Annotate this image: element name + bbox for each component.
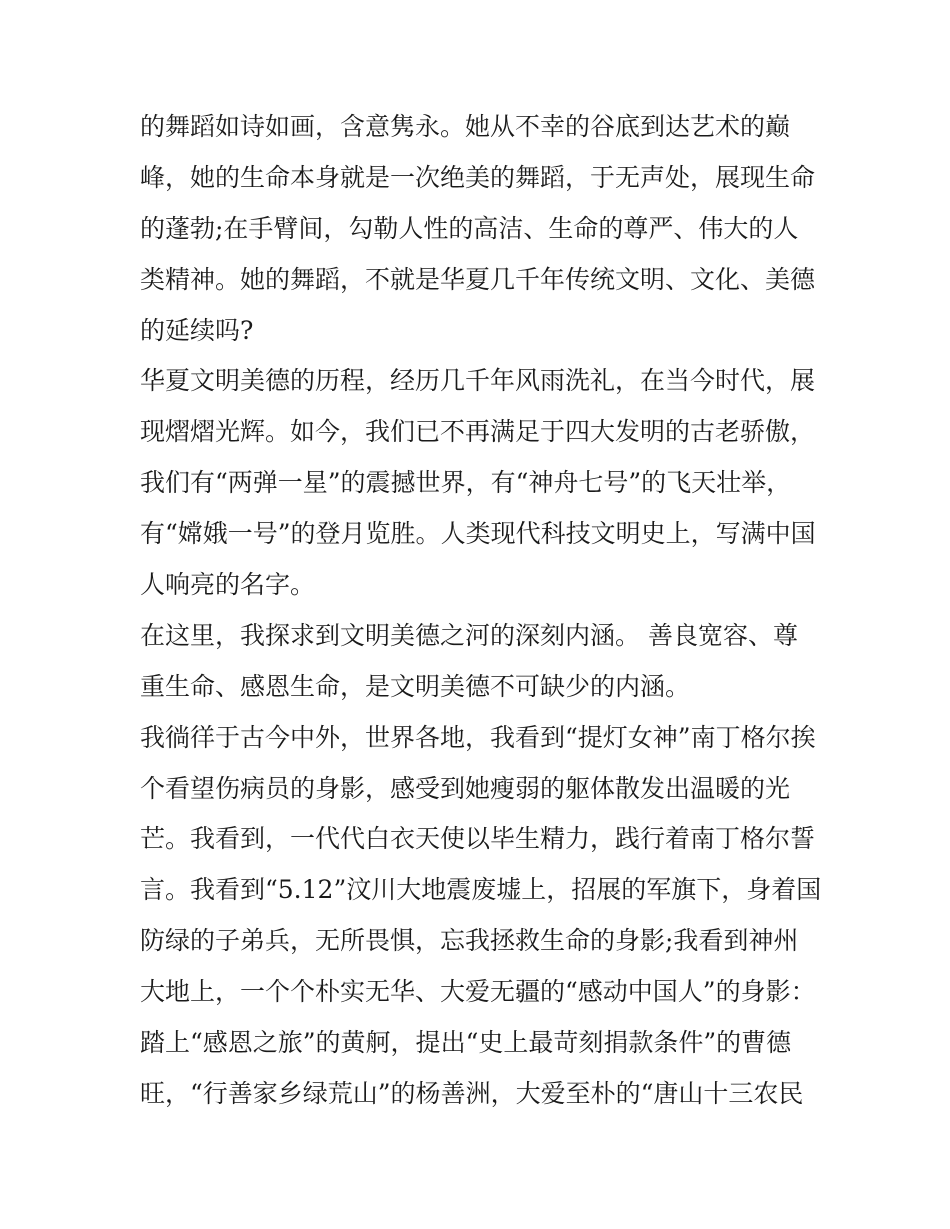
text-line: 踏上“感恩之旅”的黄舸，提出“史上最苛刻捐款条件”的曹德: [140, 1028, 792, 1058]
text-line: 人响亮的名字。: [140, 570, 316, 600]
text-line: 旺，“行善家乡绿荒山”的杨善洲，大爱至朴的“唐山十三农民: [140, 1078, 804, 1108]
text-line: 有“嫦娥一号”的登月览胜。人类现代科技文明史上，写满中国: [140, 519, 816, 549]
text-line: 现熠熠光辉。如今，我们已不再满足于四大发明的古老骄傲，: [140, 417, 816, 447]
text-line: 的延续吗?: [140, 315, 254, 345]
text-line: 芒。我看到，一代代白衣天使以毕生精力，践行着南丁格尔誓: [140, 824, 816, 854]
text-line: 峰，她的生命本身就是一次绝美的舞蹈，于无声处，展现生命: [140, 162, 816, 192]
body-text: [140, 102, 820, 1120]
text-line: 个看望伤病员的身影，感受到她瘦弱的躯体散发出温暖的光: [140, 773, 791, 803]
text-line: 重生命、感恩生命，是文明美德不可缺少的内涵。: [140, 671, 691, 701]
text-line: 我徜徉于古今中外，世界各地，我看到“提灯女神”南丁格尔挨: [140, 722, 816, 752]
text-line: 言。我看到“5.12”汶川大地震废墟上，招展的军旗下，身着国: [140, 875, 822, 905]
text-line: 的舞蹈如诗如画，含意隽永。她从不幸的谷底到达艺术的巅: [140, 112, 791, 141]
text-line: 类精神。她的舞蹈，不就是华夏几千年传统文明、文化、美德: [140, 264, 816, 294]
text-line: 大地上，一个个朴实无华、大爱无疆的“感动中国人”的身影：: [140, 977, 816, 1007]
text-line: 的蓬勃;在手臂间，勾勒人性的高洁、生命的尊严、伟大的人: [140, 213, 799, 243]
text-line: 华夏文明美德的历程，经历几千年风雨洗礼，在当今时代，展: [140, 366, 816, 396]
text-line: 我们有“两弹一星”的震撼世界，有“神舟七号”的飞天壮举，: [140, 468, 792, 498]
text-line: 防绿的子弟兵，无所畏惧，忘我拯救生命的身影;我看到神州: [140, 926, 799, 956]
text-line: 在这里，我探求到文明美德之河的深刻内涵。 善良宽容、尊: [140, 620, 798, 650]
